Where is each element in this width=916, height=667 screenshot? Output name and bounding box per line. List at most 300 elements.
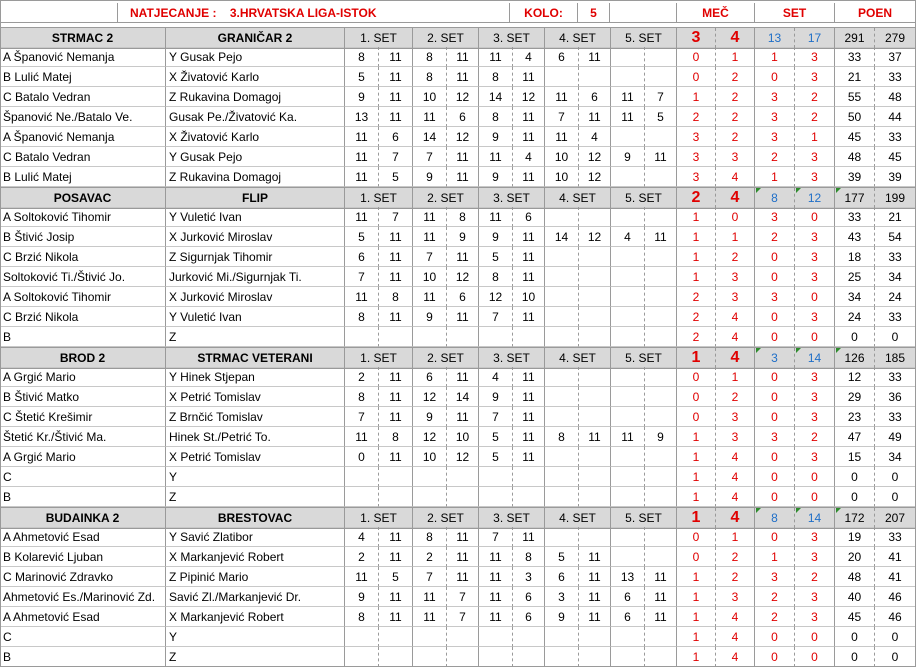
set-score: 6 (513, 607, 545, 627)
sets-won-home: 0 (755, 527, 795, 547)
set-score (513, 467, 545, 487)
sets-won-away: 3 (795, 227, 835, 247)
cell-comment-marker (836, 508, 841, 513)
match-total-away: 4 (716, 348, 755, 368)
home-player: C Marinović Zdravko (0, 567, 166, 587)
match-header-row (0, 347, 916, 369)
set-score: 11 (513, 247, 545, 267)
set-score: 13 (611, 567, 645, 587)
set-score: 14 (479, 87, 513, 107)
set-score: 11 (513, 527, 545, 547)
sets-won-away: 3 (795, 307, 835, 327)
set-score: 11 (447, 147, 479, 167)
sets-won-home: 0 (755, 447, 795, 467)
set-score: 10 (413, 87, 447, 107)
match-score-home: 1 (677, 467, 716, 487)
set-score: 11 (447, 307, 479, 327)
sets-won-away: 3 (795, 547, 835, 567)
match-score-home: 1 (677, 567, 716, 587)
cell-comment-marker (756, 188, 761, 193)
set-score (379, 627, 413, 647)
set-score: 11 (513, 387, 545, 407)
set-score: 11 (379, 47, 413, 67)
points-home: 55 (835, 87, 875, 107)
set-score: 11 (447, 567, 479, 587)
set-score (579, 287, 611, 307)
points-away: 36 (875, 387, 916, 407)
match-header-row (0, 187, 916, 209)
sets-won-home: 1 (755, 547, 795, 567)
cell-comment-marker (756, 348, 761, 353)
set-score: 11 (447, 67, 479, 87)
set-score: 11 (379, 367, 413, 387)
match-score-home: 1 (677, 87, 716, 107)
set-score: 14 (447, 387, 479, 407)
set-score (645, 547, 677, 567)
table-row (0, 247, 916, 267)
set-label: SET (755, 3, 835, 23)
sets-won-away: 0 (795, 467, 835, 487)
points-home: 12 (835, 367, 875, 387)
points-away: 24 (875, 287, 916, 307)
home-player: B Štivić Josip (0, 227, 166, 247)
table-row (0, 627, 916, 647)
set-score (545, 387, 579, 407)
set-score: 7 (413, 567, 447, 587)
set-score: 4 (513, 47, 545, 67)
points-home: 25 (835, 267, 875, 287)
sets-won-home: 3 (755, 287, 795, 307)
home-player: A Španović Nemanja (0, 47, 166, 67)
set-score: 10 (413, 267, 447, 287)
sets-won-away: 0 (795, 327, 835, 347)
home-player: A Ahmetović Esad (0, 527, 166, 547)
home-team-name: BUDAINKA 2 (0, 508, 166, 528)
away-team-name: BRESTOVAC (166, 508, 345, 528)
set-score (479, 627, 513, 647)
home-player: Španović Ne./Batalo Ve. (0, 107, 166, 127)
home-player: B Lulić Matej (0, 67, 166, 87)
set-score: 8 (513, 547, 545, 567)
match-score-home: 1 (677, 487, 716, 507)
set-score: 11 (447, 547, 479, 567)
set-score: 11 (345, 127, 379, 147)
set-score (545, 527, 579, 547)
set-score: 11 (379, 547, 413, 567)
set-score: 11 (413, 607, 447, 627)
match-total-home: 3 (677, 28, 716, 48)
set-score: 7 (479, 527, 513, 547)
set-score (545, 447, 579, 467)
cell-comment-marker (836, 188, 841, 193)
set-score (645, 367, 677, 387)
points-away: 37 (875, 47, 916, 67)
set-score (345, 647, 379, 667)
sets-won-away: 2 (795, 567, 835, 587)
set-score: 11 (545, 87, 579, 107)
set-score: 11 (413, 207, 447, 227)
set-score: 7 (345, 267, 379, 287)
set-score (611, 487, 645, 507)
kolo-label: KOLO: (510, 3, 578, 23)
points-away: 45 (875, 147, 916, 167)
set-score (645, 67, 677, 87)
natjecanje-label: NATJECANJE : (130, 6, 217, 20)
competition-label (118, 3, 510, 23)
match-score-home: 1 (677, 627, 716, 647)
set-score: 9 (345, 587, 379, 607)
set-score: 3 (513, 567, 545, 587)
sets-won-home: 2 (755, 587, 795, 607)
match-score-away: 1 (716, 367, 755, 387)
set-score (447, 487, 479, 507)
set-column-header: 2. SET (413, 348, 479, 368)
set-score (611, 67, 645, 87)
set-score (611, 247, 645, 267)
set-score (513, 327, 545, 347)
set-score: 11 (379, 527, 413, 547)
points-away: 33 (875, 407, 916, 427)
table-row (0, 47, 916, 67)
set-score (645, 207, 677, 227)
away-team-name: FLIP (166, 188, 345, 208)
match-score-away: 4 (716, 447, 755, 467)
set-score: 9 (645, 427, 677, 447)
match-score-home: 0 (677, 367, 716, 387)
set-score: 11 (479, 207, 513, 227)
table-row (0, 167, 916, 187)
set-score: 12 (447, 267, 479, 287)
home-player: A Španović Nemanja (0, 127, 166, 147)
set-score: 11 (611, 87, 645, 107)
set-score: 12 (579, 227, 611, 247)
set-score: 4 (479, 367, 513, 387)
set-score: 5 (379, 567, 413, 587)
sets-total-away: 12 (795, 188, 835, 208)
set-score (645, 167, 677, 187)
set-score: 11 (479, 607, 513, 627)
set-score: 11 (345, 287, 379, 307)
kolo-value: 5 (578, 3, 610, 23)
sets-total-home: 8 (755, 508, 795, 528)
sets-won-home: 0 (755, 467, 795, 487)
match-score-away: 3 (716, 587, 755, 607)
match-score-away: 3 (716, 427, 755, 447)
set-score: 11 (579, 107, 611, 127)
set-score: 13 (345, 107, 379, 127)
set-score (645, 47, 677, 67)
table-row (0, 487, 916, 507)
sets-won-home: 3 (755, 127, 795, 147)
cell-comment-marker (796, 348, 801, 353)
points-away: 34 (875, 267, 916, 287)
set-score: 0 (345, 447, 379, 467)
set-column-header: 5. SET (611, 508, 677, 528)
points-away: 49 (875, 427, 916, 447)
set-score (645, 487, 677, 507)
set-score: 11 (379, 107, 413, 127)
match-score-away: 2 (716, 67, 755, 87)
sets-total-away: 14 (795, 508, 835, 528)
set-score: 11 (513, 127, 545, 147)
set-score: 11 (513, 267, 545, 287)
home-player: A Grgić Mario (0, 367, 166, 387)
table-row (0, 527, 916, 547)
away-player: X Živatović Karlo (166, 67, 345, 87)
match-score-away: 4 (716, 467, 755, 487)
set-score (545, 307, 579, 327)
sets-won-away: 2 (795, 87, 835, 107)
set-score: 11 (447, 367, 479, 387)
match-score-away: 3 (716, 147, 755, 167)
points-home: 40 (835, 587, 875, 607)
table-row (0, 67, 916, 87)
set-column-header: 4. SET (545, 188, 611, 208)
match-score-away: 1 (716, 47, 755, 67)
match-header-row (0, 27, 916, 49)
set-score: 8 (379, 427, 413, 447)
sets-won-away: 3 (795, 67, 835, 87)
away-player: X Jurković Miroslav (166, 227, 345, 247)
set-score: 11 (379, 407, 413, 427)
set-score: 5 (645, 107, 677, 127)
set-score (579, 267, 611, 287)
points-home: 48 (835, 567, 875, 587)
set-score (645, 127, 677, 147)
away-player: Z Rukavina Domagoj (166, 167, 345, 187)
match-total-away: 4 (716, 28, 755, 48)
points-away: 39 (875, 167, 916, 187)
set-score (479, 647, 513, 667)
league-name: 3.HRVATSKA LIGA-ISTOK (229, 6, 377, 20)
set-score (611, 627, 645, 647)
table-row (0, 267, 916, 287)
away-player: Z Sigurnjak Tihomir (166, 247, 345, 267)
set-score: 9 (413, 167, 447, 187)
set-score: 11 (447, 167, 479, 187)
set-score (447, 327, 479, 347)
sets-won-home: 0 (755, 327, 795, 347)
points-away: 0 (875, 327, 916, 347)
set-score (379, 327, 413, 347)
points-home: 0 (835, 627, 875, 647)
set-score (645, 387, 677, 407)
set-score (611, 127, 645, 147)
points-home: 21 (835, 67, 875, 87)
match-score-home: 1 (677, 427, 716, 447)
away-player: Y Vuletić Ivan (166, 207, 345, 227)
set-score (645, 247, 677, 267)
sets-won-home: 2 (755, 227, 795, 247)
set-score (645, 407, 677, 427)
set-score: 11 (379, 307, 413, 327)
set-score (447, 647, 479, 667)
match-score-away: 1 (716, 527, 755, 547)
set-score (645, 287, 677, 307)
set-column-header: 2. SET (413, 28, 479, 48)
set-score: 5 (479, 427, 513, 447)
set-score: 11 (513, 447, 545, 467)
points-away: 44 (875, 107, 916, 127)
set-score: 10 (545, 167, 579, 187)
points-home: 0 (835, 467, 875, 487)
home-player: C Brzić Nikola (0, 247, 166, 267)
home-player: C (0, 467, 166, 487)
set-score: 7 (645, 87, 677, 107)
set-column-header: 2. SET (413, 508, 479, 528)
match-score-home: 1 (677, 267, 716, 287)
cell-comment-marker (796, 508, 801, 513)
set-score: 7 (479, 307, 513, 327)
set-score: 8 (379, 287, 413, 307)
match-score-home: 2 (677, 107, 716, 127)
set-score: 11 (545, 127, 579, 147)
table-row (0, 107, 916, 127)
points-away: 21 (875, 207, 916, 227)
home-player: Ahmetović Es./Marinović Zd. (0, 587, 166, 607)
set-score (611, 647, 645, 667)
set-score: 8 (345, 307, 379, 327)
away-player: Z Pipinić Mario (166, 567, 345, 587)
sets-won-away: 3 (795, 407, 835, 427)
set-score: 5 (545, 547, 579, 567)
set-score (579, 487, 611, 507)
set-score (611, 367, 645, 387)
set-score (579, 367, 611, 387)
set-score: 8 (479, 107, 513, 127)
cell-comment-marker (796, 188, 801, 193)
set-score: 11 (447, 47, 479, 67)
set-column-header: 1. SET (345, 348, 413, 368)
set-score: 11 (379, 387, 413, 407)
set-score: 11 (513, 407, 545, 427)
set-score (579, 387, 611, 407)
away-player: Hinek St./Petrić To. (166, 427, 345, 447)
points-away: 0 (875, 487, 916, 507)
table-row (0, 607, 916, 627)
set-score: 5 (379, 167, 413, 187)
away-player: Y Savić Zlatibor (166, 527, 345, 547)
match-score-away: 4 (716, 647, 755, 667)
set-score: 4 (611, 227, 645, 247)
set-score (345, 627, 379, 647)
match-total-away: 4 (716, 188, 755, 208)
set-score (579, 307, 611, 327)
away-player: Z (166, 647, 345, 667)
points-away: 33 (875, 67, 916, 87)
home-player: B (0, 327, 166, 347)
set-column-header: 3. SET (479, 348, 545, 368)
away-player: Z Brnčić Tomislav (166, 407, 345, 427)
set-score (413, 327, 447, 347)
away-team-name: STRMAC VETERANI (166, 348, 345, 368)
sets-won-away: 3 (795, 267, 835, 287)
set-score: 8 (413, 527, 447, 547)
set-score: 11 (513, 67, 545, 87)
points-home: 19 (835, 527, 875, 547)
match-score-away: 2 (716, 547, 755, 567)
set-score: 6 (513, 207, 545, 227)
set-score (579, 527, 611, 547)
sets-won-away: 0 (795, 647, 835, 667)
set-score: 11 (413, 227, 447, 247)
set-score: 8 (447, 207, 479, 227)
set-score: 12 (513, 87, 545, 107)
set-score: 8 (545, 427, 579, 447)
points-home: 47 (835, 427, 875, 447)
sets-won-home: 0 (755, 487, 795, 507)
set-score (513, 647, 545, 667)
set-score (579, 207, 611, 227)
match-header-row (0, 507, 916, 529)
sets-won-home: 0 (755, 67, 795, 87)
set-score: 9 (611, 147, 645, 167)
home-team-name: STRMAC 2 (0, 28, 166, 48)
set-score: 6 (611, 587, 645, 607)
set-score (545, 207, 579, 227)
home-player: C Batalo Vedran (0, 147, 166, 167)
set-score: 9 (413, 407, 447, 427)
match-score-home: 3 (677, 167, 716, 187)
sets-won-away: 3 (795, 387, 835, 407)
set-score: 8 (345, 607, 379, 627)
match-score-away: 2 (716, 107, 755, 127)
set-score: 9 (479, 167, 513, 187)
set-score (479, 467, 513, 487)
home-player: B Lulić Matej (0, 167, 166, 187)
points-home: 48 (835, 147, 875, 167)
set-score: 11 (645, 147, 677, 167)
set-score: 11 (379, 447, 413, 467)
points-away: 41 (875, 547, 916, 567)
set-score: 12 (447, 87, 479, 107)
set-score (611, 527, 645, 547)
away-player: Y Gusak Pejo (166, 147, 345, 167)
set-score: 11 (413, 107, 447, 127)
sets-won-away: 0 (795, 627, 835, 647)
set-score (579, 67, 611, 87)
match-score-home: 0 (677, 407, 716, 427)
set-score: 8 (413, 47, 447, 67)
away-player: Z (166, 327, 345, 347)
set-score: 11 (379, 247, 413, 267)
match-score-home: 1 (677, 647, 716, 667)
points-away: 0 (875, 467, 916, 487)
sets-total-away: 17 (795, 28, 835, 48)
set-column-header: 2. SET (413, 188, 479, 208)
set-score (645, 627, 677, 647)
points-away: 48 (875, 87, 916, 107)
sets-won-home: 0 (755, 627, 795, 647)
set-score: 6 (379, 127, 413, 147)
match-score-home: 0 (677, 47, 716, 67)
points-home: 0 (835, 647, 875, 667)
away-player: Savić Zl./Markanjević Dr. (166, 587, 345, 607)
set-score: 11 (513, 427, 545, 447)
away-player: X Markanjević Robert (166, 547, 345, 567)
match-total-home: 1 (677, 348, 716, 368)
sets-won-away: 3 (795, 607, 835, 627)
set-column-header: 1. SET (345, 188, 413, 208)
match-score-home: 3 (677, 147, 716, 167)
match-score-home: 2 (677, 307, 716, 327)
set-score (513, 487, 545, 507)
sets-won-home: 2 (755, 607, 795, 627)
set-score: 8 (479, 67, 513, 87)
set-score (611, 387, 645, 407)
set-score: 4 (345, 527, 379, 547)
table-row (0, 147, 916, 167)
